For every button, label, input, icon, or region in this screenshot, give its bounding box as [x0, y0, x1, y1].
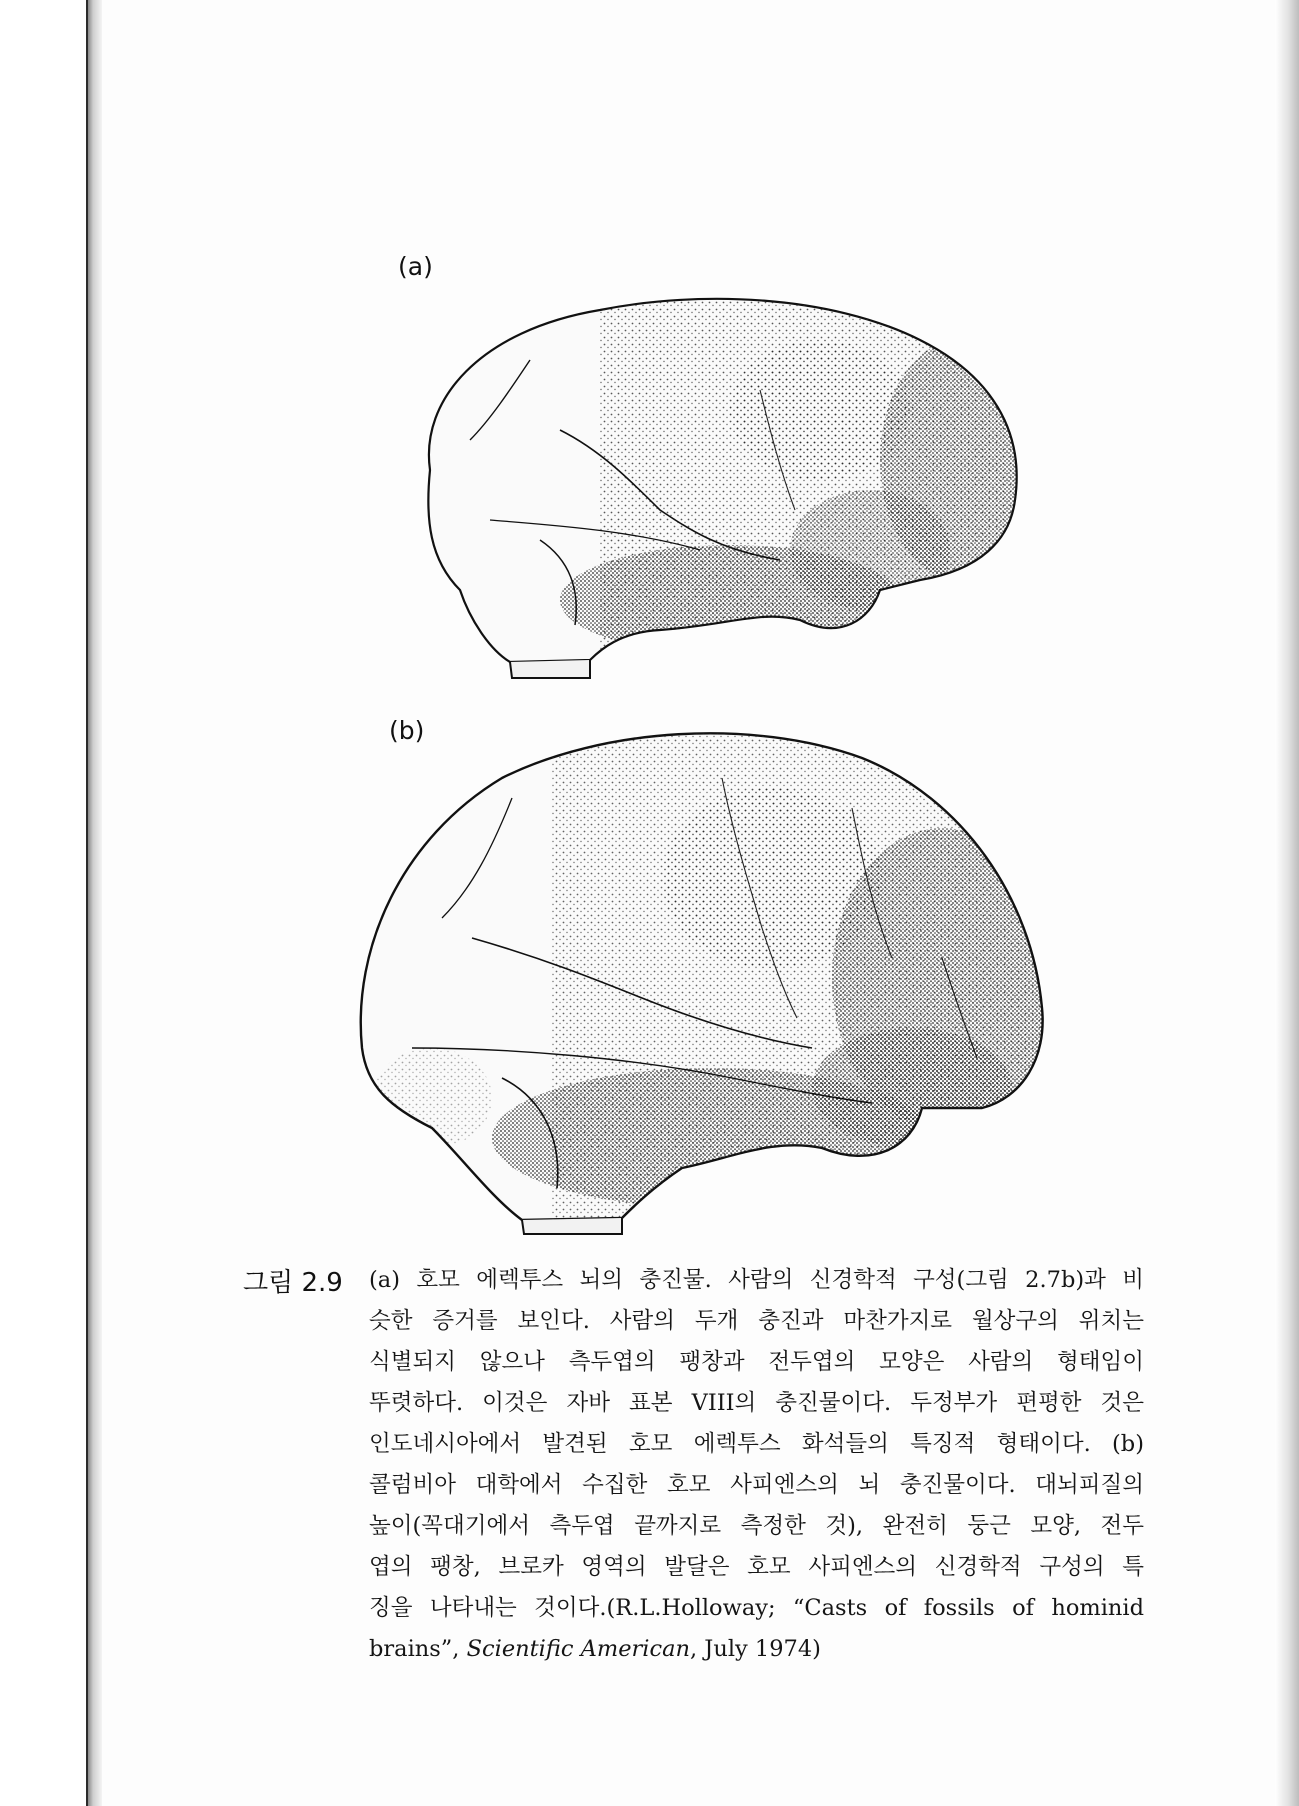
- brain-endocast-b-illustration: [352, 718, 1052, 1238]
- caption-line: 엽의 팽창, 브로카 영역의 발달은 호모 사피엔스의 신경학적 구성의 특: [369, 1554, 1144, 1580]
- caption-line: 식별되지 않으나 측두엽의 팽창과 전두엽의 모양은 사람의 형태임이: [369, 1349, 1144, 1375]
- book-spine-edge: [86, 0, 88, 1806]
- caption-last-line: [369, 1629, 1144, 1670]
- caption-citation-end: , July 1974): [690, 1636, 821, 1662]
- figure-number: 그림 2.9: [243, 1268, 343, 1298]
- caption-citation-start: brains”,: [369, 1636, 467, 1662]
- caption-line: 슷한 증거를 보인다. 사람의 두개 충진과 마찬가지로 월상구의 위치는: [369, 1308, 1144, 1334]
- caption-journal-title: Scientific American: [466, 1636, 690, 1662]
- brain-endocast-a-illustration: [400, 280, 1040, 680]
- caption-line: (a) 호모 에렉투스 뇌의 충진물. 사람의 신경학적 구성(그림 2.7b)과 비: [369, 1267, 1144, 1293]
- page-right-edge-shadow: [1275, 0, 1299, 1806]
- caption-text: [369, 1260, 1144, 1670]
- panel-b-label: (b): [389, 716, 425, 745]
- book-spine-shadow: [86, 0, 102, 1806]
- caption-line: 인도네시아에서 발견된 호모 에렉투스 화석들의 특징적 형태이다. (b): [369, 1431, 1144, 1457]
- caption-line: 징을 나타내는 것이다.(R.L.Holloway; “Casts of fossils of hominid: [369, 1595, 1144, 1621]
- caption-line: 높이(꼭대기에서 측두엽 끝까지로 측정한 것), 완전히 둥근 모양, 전두: [369, 1513, 1144, 1539]
- caption-line: 뚜렷하다. 이것은 자바 표본 VIII의 충진물이다. 두정부가 편평한 것은: [369, 1390, 1144, 1416]
- caption-line: 콜럼비아 대학에서 수집한 호모 사피엔스의 뇌 충진물이다. 대뇌피질의: [369, 1472, 1144, 1498]
- panel-a-label: (a): [398, 252, 433, 281]
